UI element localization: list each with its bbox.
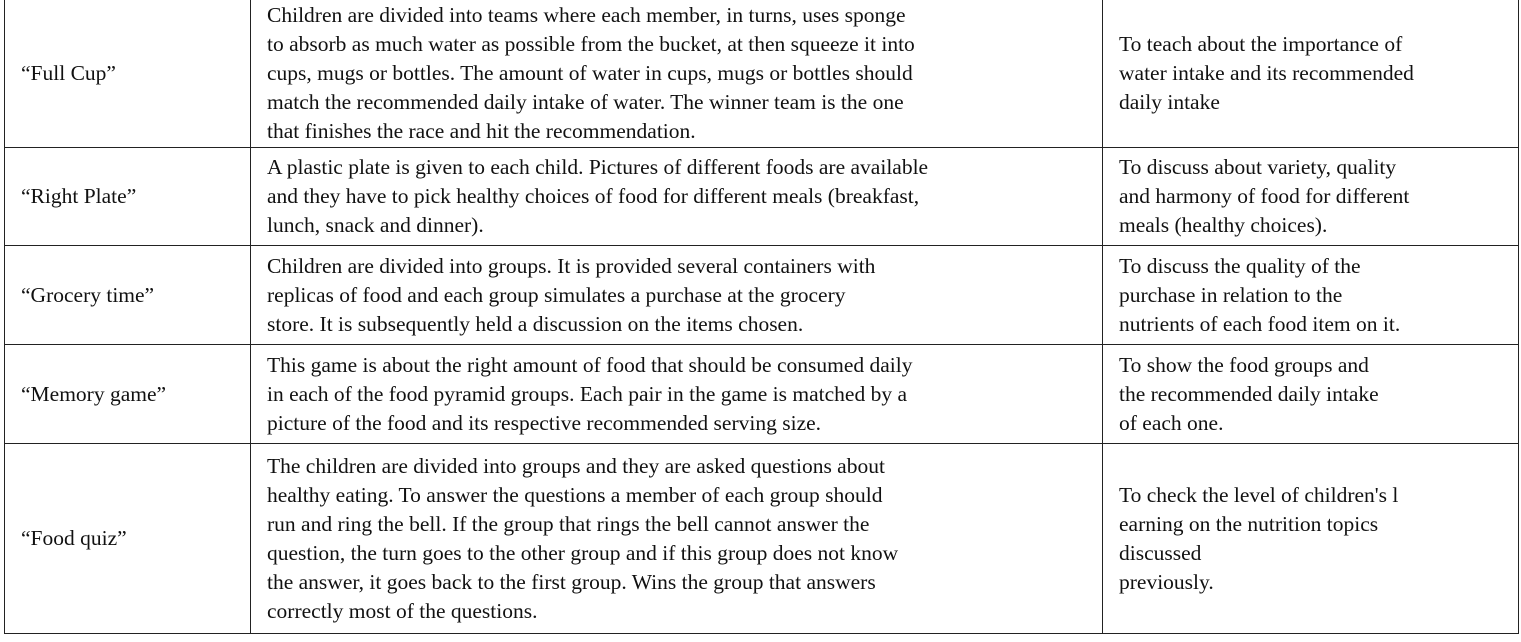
activity-objective: To show the food groups and the recommended daily intake of each one. [1103, 345, 1519, 444]
activity-description: The children are divided into groups and they are asked questions about healthy eating. To answer the questions a member of each group should run and ring the bell. If the group that rings the bell cannot answer the question, the turn goes to the other group and if this group does not know the answer, it goes back to the first group. Wins the group that answers correctly most of the questions. [251, 444, 1103, 634]
table-row [5, 246, 1519, 345]
activity-name: “Right Plate” [5, 148, 251, 246]
activity-objective: To discuss the quality of the purchase in relation to the nutrients of each food item on it. [1103, 246, 1519, 345]
activity-name: “Food quiz” [5, 444, 251, 634]
table-row [5, 345, 1519, 444]
activity-description: Children are divided into teams where each member, in turns, uses sponge to absorb as much water as possible from the bucket, at then squeeze it into cups, mugs or bottles. The amount of water in cups, mugs or bottles should match the recommended daily intake of water. The winner team is the one that finishes the race and hit the recommendation. [251, 0, 1103, 148]
activity-objective: To check the level of children's l earning on the nutrition topics discussed previously. [1103, 444, 1519, 634]
activity-objective: To discuss about variety, quality and harmony of food for different meals (healthy choices). [1103, 148, 1519, 246]
activity-name: “Memory game” [5, 345, 251, 444]
activity-name: “Grocery time” [5, 246, 251, 345]
activity-description: A plastic plate is given to each child. Pictures of different foods are available and they have to pick healthy choices of food for different meals (breakfast, lunch, snack and dinner). [251, 148, 1103, 246]
activity-name: “Full Cup” [5, 0, 251, 148]
activities-table [4, 0, 1519, 634]
activity-description: Children are divided into groups. It is provided several containers with replicas of food and each group simulates a purchase at the grocery store. It is subsequently held a discussion on the items chosen. [251, 246, 1103, 345]
activity-objective: To teach about the importance of water intake and its recommended daily intake [1103, 0, 1519, 148]
table-row [5, 444, 1519, 634]
table-row [5, 0, 1519, 148]
table-row [5, 148, 1519, 246]
activity-description: This game is about the right amount of food that should be consumed daily in each of the food pyramid groups. Each pair in the game is matched by a picture of the food and its respective recommended serving size. [251, 345, 1103, 444]
